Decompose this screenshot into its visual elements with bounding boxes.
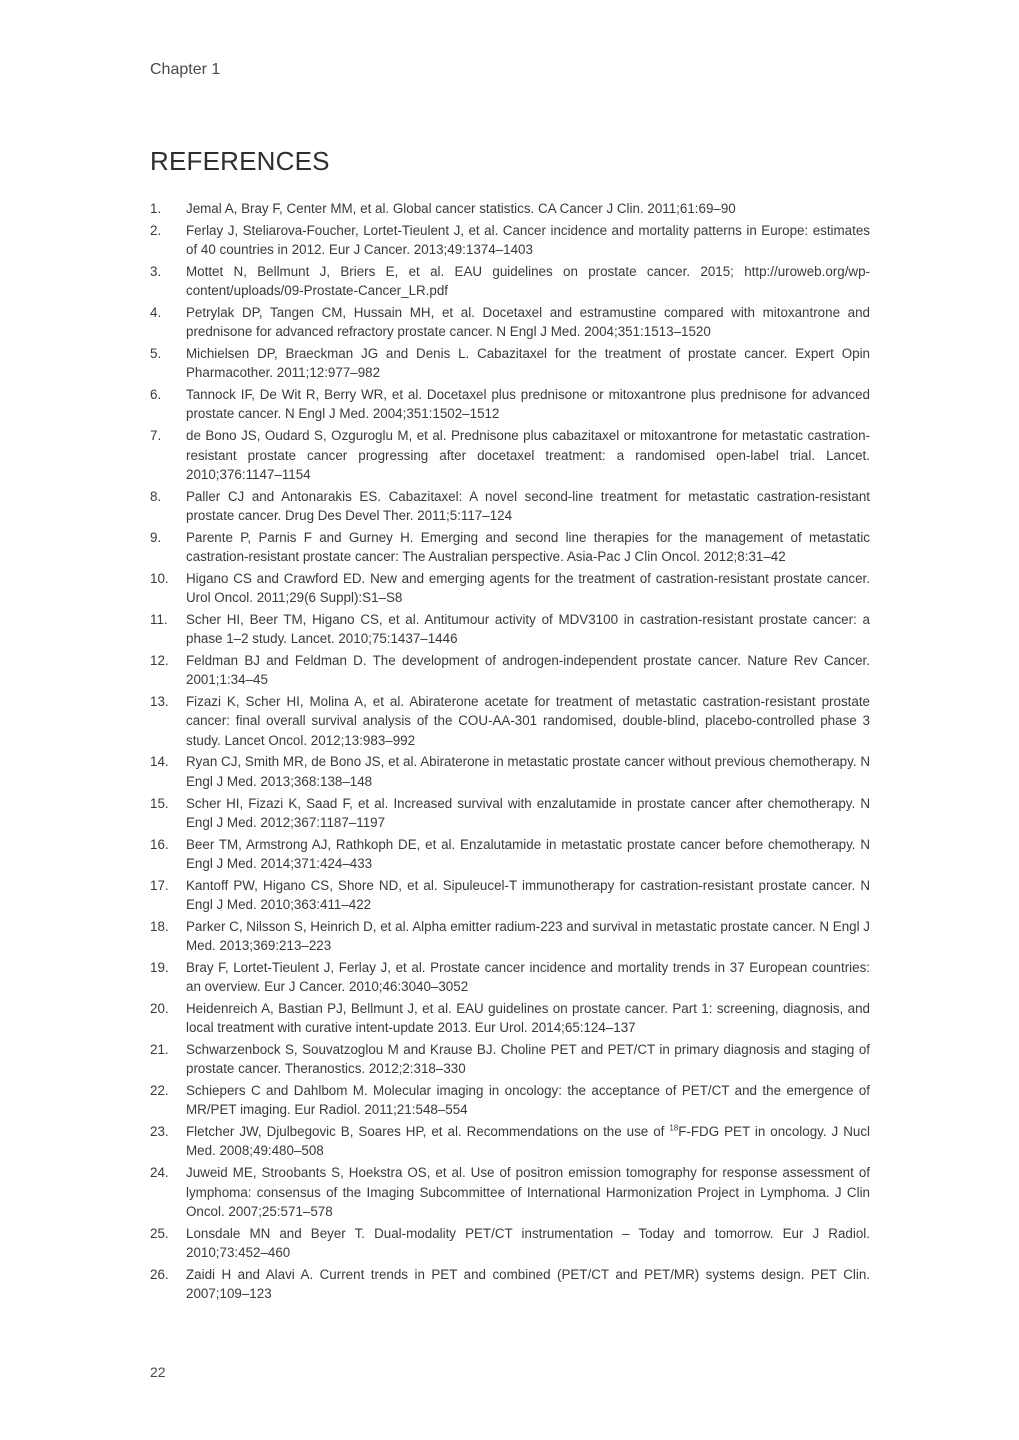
reference-number: 16.: [150, 836, 169, 852]
reference-number: 22.: [150, 1083, 169, 1099]
reference-number: 13.: [150, 694, 169, 710]
reference-text: Scher HI, Fizazi K, Saad F, et al. Increased survival with enzalutamide in prostate cancer after chemotherapy. N Engl J Med. 2012;367:1187–1197: [186, 795, 870, 830]
reference-number: 20.: [150, 1000, 169, 1016]
reference-number: 12.: [150, 653, 169, 669]
reference-number: 26.: [150, 1266, 169, 1282]
reference-item: [150, 221, 870, 259]
reference-text: Mottet N, Bellmunt J, Briers E, et al. EAU guidelines on prostate cancer. 2015; http://uroweb.org/wp-content/uploads/09-Prostate-Cancer_LR.pdf: [186, 263, 870, 299]
running-head: Chapter 1: [150, 61, 221, 78]
reference-item: [150, 1224, 870, 1262]
reference-text: Parente P, Parnis F and Gurney H. Emerging and second line therapies for the management of metastatic castration-resistant prostate cancer: The Australian perspective. Asia-Pac J Clin Oncol. 2012;8:31–42: [186, 529, 870, 564]
reference-list: [150, 199, 870, 1306]
reference-item: [150, 1040, 870, 1078]
reference-text: Michielsen DP, Braeckman JG and Denis L. Cabazitaxel for the treatment of prostate cancer. Expert Opin Pharmacother. 2011;12:977–982: [186, 346, 870, 381]
reference-item: [150, 1122, 870, 1160]
reference-number: 11.: [150, 611, 168, 627]
reference-item: [150, 692, 870, 750]
reference-number: 23.: [150, 1124, 169, 1140]
reference-text: Fizazi K, Scher HI, Molina A, et al. Abiraterone acetate for treatment of metastatic castration-resistant prostate cancer: final overall survival analysis of the COU-AA-301 randomised, double-blind, placebo-controlled phase 3 study. Lancet Oncol. 2012;13:983–992: [186, 694, 870, 748]
reference-text-part: Fletcher JW, Djulbegovic B, Soares HP, et al. Recommendations on the use of: [186, 1124, 670, 1140]
reference-text: de Bono JS, Oudard S, Ozguroglu M, et al. Prednisone plus cabazitaxel or mitoxantrone for metastatic castration-resistant prostate cancer progressing after docetaxel treatment: a randomised open-label trial. Lancet. 2010;376:1147–1154: [186, 428, 870, 482]
reference-item: [150, 835, 870, 873]
reference-item: [150, 917, 870, 955]
reference-text: Tannock IF, De Wit R, Berry WR, et al. Docetaxel plus prednisone or mitoxantrone plus prednisone for advanced prostate cancer. N Engl J Med. 2004;351:1502–1512: [186, 387, 870, 422]
reference-number: 2.: [150, 222, 162, 238]
reference-item: [150, 752, 870, 790]
reference-item: [150, 262, 870, 300]
reference-item: [150, 1081, 870, 1119]
reference-item: [150, 1163, 870, 1221]
reference-text: Feldman BJ and Feldman D. The development of androgen-independent prostate cancer. Nature Rev Cancer. 2001;1:34–45: [186, 653, 870, 688]
reference-item: [150, 1265, 870, 1303]
reference-number: 4.: [150, 305, 162, 321]
reference-number: 25.: [150, 1225, 169, 1241]
reference-item: [150, 958, 870, 996]
reference-number: 21.: [150, 1042, 169, 1058]
reference-number: 6.: [150, 387, 162, 403]
reference-item: [150, 999, 870, 1037]
reference-number: 17.: [150, 877, 169, 893]
reference-item: [150, 651, 870, 689]
reference-number: 3.: [150, 263, 162, 279]
superscript-isotope: 18: [669, 1123, 679, 1133]
reference-number: 5.: [150, 346, 162, 362]
reference-item: [150, 528, 870, 566]
reference-number: 1.: [150, 201, 162, 216]
reference-item: [150, 610, 870, 648]
reference-item: [150, 344, 870, 382]
reference-text: Scher HI, Beer TM, Higano CS, et al. Antitumour activity of MDV3100 in castration-resistant prostate cancer: a phase 1–2 study. Lancet. 2010;75:1437–1446: [186, 611, 870, 647]
reference-number: 10.: [150, 570, 169, 586]
reference-item: [150, 199, 870, 218]
reference-number: 8.: [150, 488, 162, 504]
reference-text: Bray F, Lortet-Tieulent J, Ferlay J, et al. Prostate cancer incidence and mortality trends in 37 European countries: an overview. Eur J Cancer. 2010;46:3040–3052: [186, 959, 870, 995]
reference-text: [186, 1122, 870, 1160]
reference-item: [150, 426, 870, 484]
reference-text: Jemal A, Bray F, Center MM, et al. Global cancer statistics. CA Cancer J Clin. 2011;61:69–90: [186, 201, 736, 216]
reference-item: [150, 876, 870, 914]
reference-item: [150, 794, 870, 832]
reference-text: Zaidi H and Alavi A. Current trends in PET and combined (PET/CT and PET/MR) systems design. PET Clin. 2007;109–123: [186, 1266, 870, 1301]
reference-number: 7.: [150, 428, 162, 444]
reference-number: 14.: [150, 754, 169, 770]
reference-text: Schiepers C and Dahlbom M. Molecular imaging in oncology: the acceptance of PET/CT and the emergence of MR/PET imaging. Eur Radiol. 2011;21:548–554: [186, 1083, 870, 1118]
reference-text: Higano CS and Crawford ED. New and emerging agents for the treatment of castration-resistant prostate cancer. Urol Oncol. 2011;29(6 Suppl):S1–S8: [186, 570, 870, 606]
reference-number: 18.: [150, 918, 169, 934]
reference-text: Heidenreich A, Bastian PJ, Bellmunt J, et al. EAU guidelines on prostate cancer. Part 1: screening, diagnosis, and local treatment with curative intent-update 2013. Eur Urol. 2014;65:124–137: [186, 1000, 870, 1036]
reference-item: [150, 487, 870, 525]
section-title: REFERENCES: [150, 146, 330, 176]
reference-text: Schwarzenbock S, Souvatzoglou M and Krause BJ. Choline PET and PET/CT in primary diagnosis and staging of prostate cancer. Theranostics. 2012;2:318–330: [186, 1042, 870, 1077]
reference-text: Ryan CJ, Smith MR, de Bono JS, et al. Abiraterone in metastatic prostate cancer without previous chemotherapy. N Engl J Med. 2013;368:138–148: [186, 754, 870, 789]
reference-number: 19.: [150, 959, 169, 975]
reference-text: Paller CJ and Antonarakis ES. Cabazitaxel: A novel second-line treatment for metastatic castration-resistant prostate cancer. Drug Des Devel Ther. 2011;5:117–124: [186, 488, 870, 523]
reference-text: Ferlay J, Steliarova-Foucher, Lortet-Tieulent J, et al. Cancer incidence and mortality patterns in Europe: estimates of 40 countries in 2012. Eur J Cancer. 2013;49:1374–1403: [186, 222, 870, 258]
reference-item: [150, 385, 870, 423]
page-number: 22: [150, 1364, 166, 1380]
reference-text: Beer TM, Armstrong AJ, Rathkoph DE, et al. Enzalutamide in metastatic prostate cancer before chemotherapy. N Engl J Med. 2014;371:424–433: [186, 836, 870, 871]
reference-text-part: F-FDG PET in oncology. J Nucl Med. 2008;49:480–508: [186, 1124, 870, 1159]
reference-number: 9.: [150, 529, 162, 545]
reference-text: Kantoff PW, Higano CS, Shore ND, et al. Sipuleucel-T immunotherapy for castration-resistant prostate cancer. N Engl J Med. 2010;363:411–422: [186, 877, 870, 912]
reference-text: Parker C, Nilsson S, Heinrich D, et al. Alpha emitter radium-223 and survival in metastatic prostate cancer. N Engl J Med. 2013;369:213–223: [186, 918, 870, 953]
reference-text: Petrylak DP, Tangen CM, Hussain MH, et al. Docetaxel and estramustine compared with mitoxantrone and prednisone for advanced refractory prostate cancer. N Engl J Med. 2004;351:1513–1520: [186, 305, 870, 340]
reference-number: 15.: [150, 795, 169, 811]
reference-text: Juweid ME, Stroobants S, Hoekstra OS, et al. Use of positron emission tomography for response assessment of lymphoma: consensus of the Imaging Subcommittee of International Harmonization Project in Lymphoma. J Clin Oncol. 2007;25:571–578: [186, 1165, 870, 1219]
reference-number: 24.: [150, 1165, 169, 1181]
reference-text: Lonsdale MN and Beyer T. Dual-modality PET/CT instrumentation – Today and tomorrow. Eur J Radiol. 2010;73:452–460: [186, 1225, 870, 1260]
reference-item: [150, 569, 870, 607]
reference-item: [150, 303, 870, 341]
